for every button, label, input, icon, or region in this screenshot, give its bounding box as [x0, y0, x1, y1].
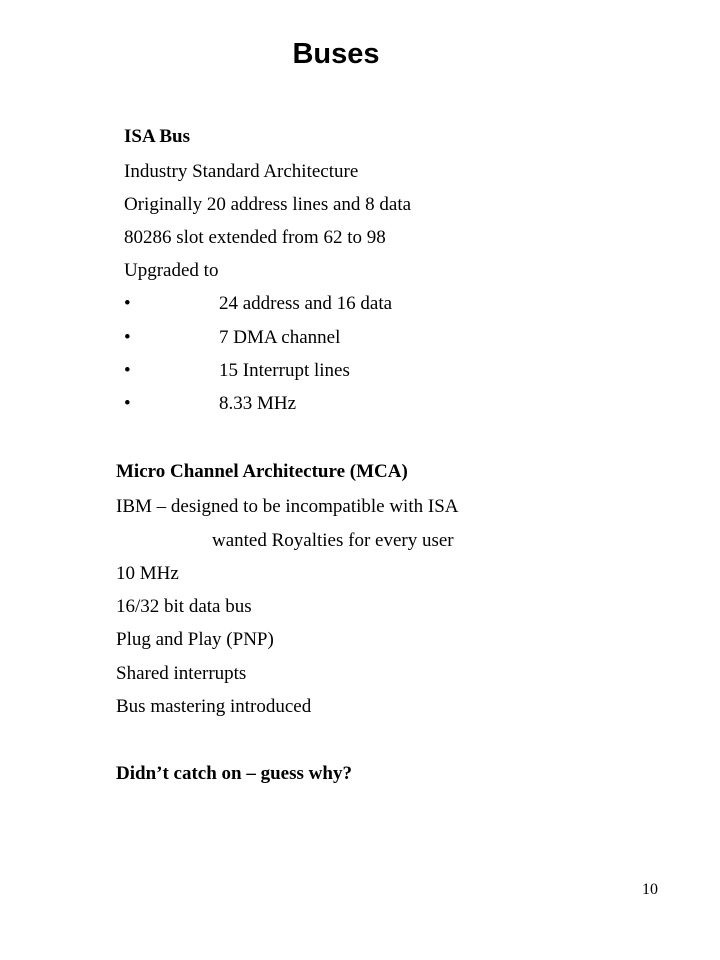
mca-line: Shared interrupts — [116, 663, 247, 684]
closing-question: Didn’t catch on – guess why? — [116, 763, 352, 784]
bullet-icon: • — [124, 327, 131, 348]
page-title: Buses — [292, 38, 380, 70]
isa-line: Originally 20 address lines and 8 data — [124, 194, 412, 215]
isa-line: Industry Standard Architecture — [124, 161, 359, 182]
isa-bullet-item: 8.33 MHz — [219, 393, 297, 414]
mca-line: wanted Royalties for every user — [212, 530, 454, 551]
isa-bullet-item: 7 DMA channel — [219, 327, 341, 348]
isa-line: 80286 slot extended from 62 to 98 — [124, 227, 386, 248]
mca-heading: Micro Channel Architecture (MCA) — [116, 461, 408, 482]
isa-heading: ISA Bus — [124, 126, 191, 147]
bullet-icon: • — [124, 360, 131, 381]
isa-bullet-item: 15 Interrupt lines — [219, 360, 350, 381]
bullet-icon: • — [124, 293, 131, 314]
mca-line: Bus mastering introduced — [116, 696, 312, 717]
isa-bullet-item: 24 address and 16 data — [219, 293, 393, 314]
mca-line: 10 MHz — [116, 563, 179, 584]
bullet-icon: • — [124, 393, 131, 414]
page-number: 10 — [642, 881, 658, 898]
isa-line: Upgraded to — [124, 260, 219, 281]
mca-line: 16/32 bit data bus — [116, 596, 252, 617]
mca-line: Plug and Play (PNP) — [116, 629, 274, 650]
mca-line: IBM – designed to be incompatible with ISA — [116, 496, 459, 517]
